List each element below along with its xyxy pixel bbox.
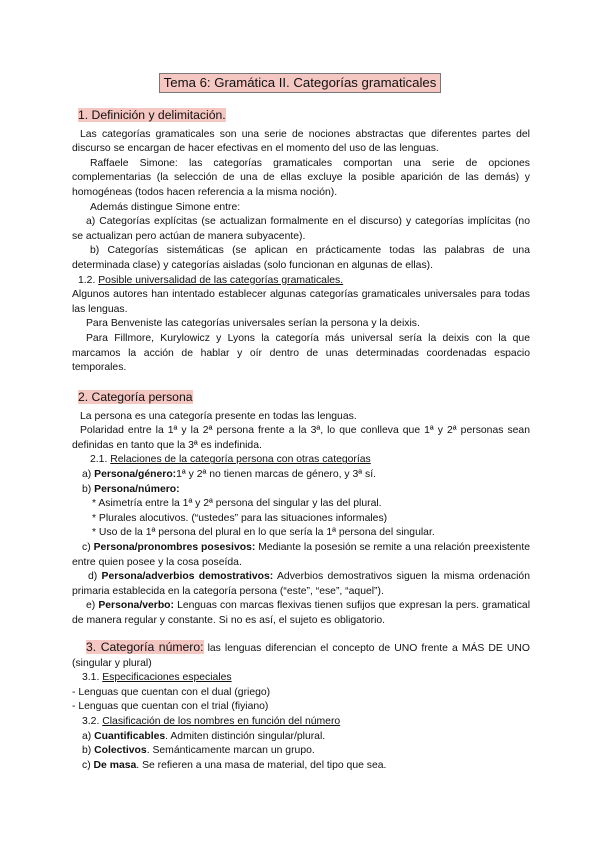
s2-sub-title: Relaciones de la categoría persona con otras categorías	[110, 454, 371, 466]
section-1-heading: 1. Definición y delimitación.	[78, 108, 226, 122]
s2-item-e-text: Lenguas con marcas flexivas tienen sufijos que expresan la pers. gramatical de manera regular y constante. Si no es así, el sujeto es obligatorio.	[72, 600, 531, 626]
section-3-heading: 3. Categoría número:	[86, 640, 204, 654]
s3-subheading-2	[72, 715, 530, 730]
section-persona	[72, 390, 530, 629]
s2-bullet-3: * Uso de la 1ª persona del plural en lo que sería la 1ª persona del singular.	[92, 527, 435, 539]
s2-subheading	[72, 453, 530, 468]
s3-item-b-marker: b)	[82, 745, 92, 757]
s2-item-c	[72, 541, 530, 570]
s3-sub1-number: 3.1.	[82, 672, 100, 684]
s2-bullet-2: * Plurales alocutivos. (“ustedes” para las situaciones informales)	[92, 512, 388, 524]
s3-item-c	[72, 759, 530, 774]
title-wrap	[0, 73, 600, 93]
s2-item-c-term: Persona/pronombres posesivos:	[93, 541, 256, 553]
s1-subheading	[72, 274, 530, 289]
s2-item-b-marker: b)	[82, 483, 92, 495]
s3-list-item-2: - Lenguas que cuentan con el trial (fiyiano)	[72, 701, 269, 713]
s3-item-a-marker: a)	[82, 730, 92, 742]
section-definicion	[72, 108, 530, 376]
s3-sub2-title: Clasificación de los nombres en función del número	[102, 715, 341, 727]
s1-paragraph-6: Algunos autores han intentado establecer algunas categorías gramaticales universales para todas las lenguas.	[72, 289, 530, 315]
s1-paragraph-5: b) Categorías sistemáticas (se aplican en prácticamente todas las palabras de una determinada clase) y categorías aisladas (solo funcionan en algunas de ellas).	[72, 245, 530, 271]
s1-sub-title: Posible universalidad de las categorías gramaticales.	[98, 274, 344, 286]
s3-list-item-1: - Lenguas que cuentan con el dual (griego)	[72, 686, 271, 698]
s2-item-c-marker: c)	[82, 541, 91, 553]
s2-item-d	[72, 570, 530, 599]
s3-item-a-text: . Admiten distinción singular/plural.	[165, 730, 326, 742]
s3-item-c-marker: c)	[82, 759, 91, 771]
s1-sub-number: 1.2.	[78, 274, 96, 286]
s2-paragraph-2: Polaridad entre la 1ª y la 2ª persona frente a la 3ª, lo que conlleva que 1ª y 2ª personas sean definidas en tanto que la 3ª es indefinida.	[72, 425, 530, 451]
s2-item-a	[72, 468, 530, 483]
s2-item-a-term: Persona/género:	[94, 468, 177, 480]
s3-subheading-1	[72, 671, 530, 686]
section-2-heading: 2. Categoría persona	[78, 390, 193, 404]
s2-item-e	[72, 599, 530, 628]
s2-bullet-1: * Asimetría entre la 1ª y 2ª persona del singular y las del plural.	[92, 498, 382, 510]
s3-sub2-number: 3.2.	[82, 715, 100, 727]
s2-item-c-text: Mediante la posesión se remite a una relación preexistente entre quien posee y la cosa poseída.	[72, 541, 531, 568]
s3-item-c-text: . Se refieren a una masa de material, del tipo que sea.	[136, 759, 387, 771]
s1-paragraph-2: Raffaele Simone: las categorías gramaticales comportan una serie de opciones complementarias (la selección de una de ellas excluye la posible aparición de las demás) y homogéneas (todos hacen referencia a la misma noción).	[72, 157, 530, 198]
s1-paragraph-1: Las categorías gramaticales son una serie de nociones abstractas que diferentes partes del discurso se encargan de hacer efectivas en el momento del uso de las lenguas.	[72, 128, 530, 155]
s3-item-b	[72, 744, 530, 759]
s2-item-b	[72, 483, 530, 498]
s2-item-a-marker: a)	[82, 468, 92, 480]
s2-paragraph-1: La persona es una categoría presente en todas las lenguas.	[80, 410, 357, 422]
s3-item-b-term: Colectivos	[94, 745, 147, 757]
section-numero	[72, 640, 530, 773]
s2-item-e-term: Persona/verbo:	[98, 600, 174, 612]
s2-item-e-marker: e)	[86, 600, 96, 612]
s1-paragraph-7: Para Benveniste las categorías universales serían la persona y la deixis.	[86, 318, 420, 330]
s1-paragraph-3: Además distingue Simone entre:	[90, 201, 241, 213]
s3-item-b-text: . Semánticamente marcan un grupo.	[146, 745, 315, 757]
s2-sub-number: 2.1.	[90, 454, 108, 466]
s3-item-a-term: Cuantificables	[94, 730, 166, 742]
s2-item-d-term: Persona/adverbios demostrativos:	[101, 571, 274, 583]
s1-paragraph-8: Para Fillmore, Kurylowicz y Lyons la categoría más universal sería la deixis con la que marcamos la acción de hablar y oír dentro de unas determinadas coordenadas espacio temporales.	[72, 332, 530, 374]
s2-item-d-marker: d)	[88, 571, 98, 583]
s3-intro	[72, 640, 530, 671]
s2-item-b-term: Persona/número:	[94, 483, 180, 495]
s3-item-c-term: De masa	[93, 759, 137, 771]
s2-item-d-text: Adverbios demostrativos siguen la misma ordenación primaria establecida en la categoría persona (“este”, “ese”, “aquel”).	[72, 571, 530, 597]
s3-sub1-title: Especificaciones especiales	[102, 672, 232, 684]
s3-item-a	[72, 730, 530, 745]
page-title: Tema 6: Gramática II. Categorías gramaticales	[159, 73, 442, 93]
s1-paragraph-4: a) Categorías explícitas (se actualizan formalmente en el discurso) y categorías implícitas (no se actualizan pero actúan de manera subyacente).	[72, 216, 530, 242]
s2-item-a-text: 1ª y 2ª no tienen marcas de género, y 3ª sí.	[176, 468, 376, 480]
s3-intro-text: las lenguas diferencian el concepto de UNO frente a MÁS DE UNO (singular y plural)	[72, 643, 530, 669]
